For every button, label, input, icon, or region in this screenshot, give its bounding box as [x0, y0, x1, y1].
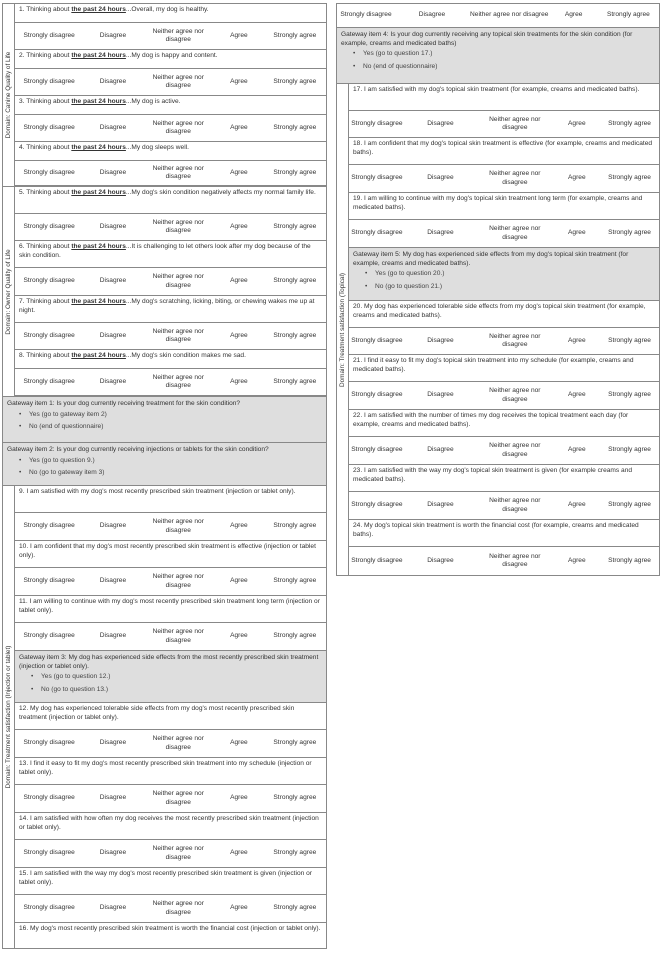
option-disagree[interactable]: Disagree [99, 331, 127, 339]
response-scale-q22[interactable] [349, 437, 659, 465]
option-agree[interactable]: Agree [568, 391, 586, 399]
option-strongly-agree[interactable]: Strongly agree [273, 277, 317, 285]
option-disagree[interactable]: Disagree [427, 174, 454, 182]
option-neither[interactable]: Neither agree nor disagree [152, 845, 204, 861]
option-disagree[interactable]: Disagree [99, 123, 127, 131]
option-strongly-agree[interactable]: Strongly agree [608, 446, 651, 454]
option-neither[interactable]: Neither agree nor disagree [152, 373, 204, 389]
option-agree[interactable]: Agree [568, 446, 586, 454]
question-8: 8. Thinking about the past 24 hours...My dog's skin condition makes me sad. [15, 350, 326, 369]
option-strongly-agree[interactable]: Strongly agree [606, 11, 650, 19]
response-scale-q24[interactable] [349, 547, 659, 575]
option-agree[interactable]: Agree [230, 331, 248, 339]
gateway-item-5: Gateway item 5: My dog has experienced side effects from my dog's topical skin treatment (for example, creams and medicated baths). • Yes (go to question 20.) • No (go to question 21.) [349, 248, 659, 301]
option-disagree[interactable]: Disagree [99, 277, 127, 285]
option-disagree[interactable]: Disagree [427, 336, 454, 344]
question-1: 1. Thinking about the past 24 hours...Overall, my dog is healthy. [15, 4, 326, 23]
option-agree[interactable]: Agree [230, 522, 248, 530]
option-neither[interactable]: Neither agree nor disagree [489, 442, 541, 458]
option-neither[interactable]: Neither agree nor disagree [152, 327, 204, 343]
option-strongly-agree[interactable]: Strongly agree [273, 123, 317, 131]
option-strongly-agree[interactable]: Strongly agree [273, 577, 317, 585]
gateway-option-no[interactable]: • No (end of questionnaire) [353, 63, 655, 72]
option-agree[interactable]: Agree [568, 501, 586, 509]
gateway-item-1: Gateway item 1: Is your dog currently receiving treatment for the skin condition? • Yes (go to gateway item 2) • No (end of questionnaire) [3, 397, 326, 443]
option-strongly-agree[interactable]: Strongly agree [273, 331, 317, 339]
gateway-option-no[interactable]: • No (go to question 13.) [31, 686, 322, 695]
gateway-item-2: Gateway item 2: Is your dog currently receiving injections or tablets for the skin condition? • Yes (go to question 9.) • No (go to gateway item 3) [3, 443, 326, 486]
question-7: 7. Thinking about the past 24 hours...My dog's scratching, licking, biting, or chewing wakes me up at night. [15, 296, 326, 323]
option-neither[interactable]: Neither agree nor disagree [152, 628, 204, 644]
question-23: 23. I am satisfied with the way my dog's topical skin treatment is given (for example creams and medicated baths). [349, 465, 659, 492]
option-strongly-agree[interactable]: Strongly agree [608, 336, 651, 344]
option-strongly-agree[interactable]: Strongly agree [273, 77, 317, 85]
question-19: 19. I am willing to continue with my dog's topical skin treatment long term (for example, creams and medicated baths). [349, 193, 659, 220]
question-10: 10. I am confident that my dog's most recently prescribed skin treatment is effective (injection or tablet only). [15, 541, 326, 568]
option-strongly-agree[interactable]: Strongly agree [273, 168, 317, 176]
option-strongly-agree[interactable]: Strongly agree [608, 229, 651, 237]
option-strongly-agree[interactable]: Strongly agree [273, 522, 317, 530]
response-scale-q21[interactable] [349, 382, 659, 410]
option-disagree[interactable]: Disagree [427, 446, 454, 454]
gateway-option-yes[interactable]: • Yes (go to question 17.) [353, 50, 655, 59]
option-strongly-disagree[interactable]: Strongly disagree [351, 501, 403, 509]
domain-treatment-injection [2, 486, 327, 949]
option-agree[interactable]: Agree [230, 277, 248, 285]
option-agree[interactable]: Agree [230, 77, 248, 85]
gateway-option-no[interactable]: • No (go to question 21.) [365, 283, 655, 292]
response-scale-q11[interactable] [15, 623, 326, 651]
response-scale-q23[interactable] [349, 492, 659, 520]
gateway-option-no[interactable]: • No (end of questionnaire) [19, 423, 322, 432]
question-16: 16. My dog's most recently prescribed skin treatment is worth the financial cost (injection or tablet only). [19, 925, 321, 932]
option-agree[interactable]: Agree [230, 377, 248, 385]
option-neither[interactable]: Neither agree nor disagree [152, 735, 204, 751]
question-24: 24. My dog's topical skin treatment is worth the financial cost (for example, creams and medicated baths). [349, 520, 659, 547]
option-strongly-agree[interactable]: Strongly agree [273, 794, 317, 802]
option-disagree[interactable]: Disagree [99, 377, 127, 385]
domain-label: Domain: Treatment satisfaction (Topical) [338, 272, 346, 387]
response-scale-q3[interactable] [15, 115, 326, 142]
option-disagree[interactable]: Disagree [99, 739, 127, 747]
question-15: 15. I am satisfied with the way my dog's most recently prescribed skin treatment is given (injection or tablet only). [15, 868, 326, 895]
option-strongly-disagree[interactable]: Strongly disagree [23, 377, 75, 385]
question-22: 22. I am satisfied with the number of times my dog receives the topical treatment each day (for example, creams and medicated baths). [349, 410, 659, 437]
option-neither[interactable]: Neither agree nor disagree [152, 73, 204, 89]
response-scale-q6[interactable] [15, 268, 326, 296]
option-agree[interactable]: Agree [230, 31, 248, 39]
option-agree[interactable]: Agree [568, 174, 586, 182]
response-scale-q19[interactable] [349, 220, 659, 248]
response-scale-q10[interactable] [15, 568, 326, 596]
option-strongly-disagree[interactable]: Strongly disagree [23, 904, 75, 912]
option-neither[interactable]: Neither agree nor disagree [152, 164, 204, 180]
option-strongly-disagree[interactable]: Strongly disagree [351, 446, 403, 454]
option-strongly-disagree[interactable]: Strongly disagree [23, 577, 75, 585]
option-agree[interactable]: Agree [230, 168, 248, 176]
option-disagree[interactable]: Disagree [427, 229, 454, 237]
option-agree[interactable]: Agree [230, 632, 248, 640]
gateway-option-yes[interactable]: • Yes (go to question 9.) [19, 457, 322, 466]
option-strongly-disagree[interactable]: Strongly disagree [351, 229, 403, 237]
option-neither[interactable]: Neither agree nor disagree [152, 273, 204, 289]
option-disagree[interactable]: Disagree [427, 391, 454, 399]
question-9: 9. I am satisfied with my dog's most recently prescribed skin treatment (injection or tablet only). [15, 486, 326, 513]
question-12: 12. My dog has experienced tolerable side effects from my dog's most recently prescribed skin treatment (injection or tablet only). [15, 703, 326, 730]
question-13: 13. I find it easy to fit my dog's most recently prescribed skin treatment into my schedule (injection or tablet only). [15, 758, 326, 785]
response-scale-q14[interactable] [15, 840, 326, 868]
option-disagree[interactable]: Disagree [99, 31, 127, 39]
response-scale-q16[interactable] [336, 3, 660, 28]
option-strongly-disagree[interactable]: Strongly disagree [23, 168, 75, 176]
option-strongly-agree[interactable]: Strongly agree [273, 739, 317, 747]
question-14: 14. I am satisfied with how often my dog receives the most recently prescribed skin treatment (injection or tablet only). [15, 813, 326, 840]
left-column [2, 3, 327, 949]
response-scale-q17[interactable] [349, 111, 659, 138]
option-strongly-disagree[interactable]: Strongly disagree [23, 277, 75, 285]
option-disagree[interactable]: Disagree [99, 794, 127, 802]
option-neither[interactable]: Neither agree nor disagree [152, 518, 204, 534]
option-strongly-disagree[interactable]: Strongly disagree [23, 794, 75, 802]
response-scale-q4[interactable] [15, 161, 326, 186]
option-neither[interactable]: Neither agree nor disagree [489, 387, 541, 403]
gateway-item-3: Gateway item 3: My dog has experienced side effects from the most recently prescribed skin treatment (injection or tablet only). • Yes (go to question 12.) • No (go to question 13.) [15, 651, 326, 703]
option-agree[interactable]: Agree [230, 904, 248, 912]
question-3: 3. Thinking about the past 24 hours...My dog is active. [15, 96, 326, 115]
option-neither[interactable]: Neither agree nor disagree [489, 225, 541, 241]
option-neither[interactable]: Neither agree nor disagree [489, 552, 541, 568]
option-strongly-disagree[interactable]: Strongly disagree [23, 222, 75, 230]
option-strongly-disagree[interactable]: Strongly disagree [23, 849, 75, 857]
question-18: 18. I am confident that my dog's topical skin treatment is effective (for example, creams and medicated baths). [349, 138, 659, 165]
option-strongly-disagree[interactable]: Strongly disagree [23, 522, 75, 530]
option-agree[interactable]: Agree [230, 222, 248, 230]
response-scale-q20[interactable] [349, 328, 659, 355]
option-strongly-disagree[interactable]: Strongly disagree [351, 119, 403, 127]
option-agree[interactable]: Agree [230, 577, 248, 585]
option-agree[interactable]: Agree [568, 229, 586, 237]
option-strongly-disagree[interactable]: Strongly disagree [351, 391, 403, 399]
gateway-option-yes[interactable]: • Yes (go to gateway item 2) [19, 411, 322, 420]
option-strongly-disagree[interactable]: Strongly disagree [23, 331, 75, 339]
option-disagree[interactable]: Disagree [418, 11, 446, 19]
option-strongly-disagree[interactable]: Strongly disagree [23, 123, 75, 131]
domain-label: Domain: Treatment satisfaction (Injection or tablet) [4, 645, 12, 789]
response-scale-q1[interactable] [15, 23, 326, 50]
option-neither[interactable]: Neither agree nor disagree [152, 573, 204, 589]
option-strongly-agree[interactable]: Strongly agree [273, 849, 317, 857]
option-neither[interactable]: Neither agree nor disagree [470, 11, 549, 19]
option-disagree[interactable]: Disagree [427, 556, 454, 564]
option-agree[interactable]: Agree [230, 849, 248, 857]
option-strongly-agree[interactable]: Strongly agree [273, 377, 317, 385]
option-strongly-agree[interactable]: Strongly agree [608, 174, 651, 182]
response-scale-q18[interactable] [349, 165, 659, 193]
option-disagree[interactable]: Disagree [427, 501, 454, 509]
response-scale-q7[interactable] [15, 323, 326, 350]
option-strongly-agree[interactable]: Strongly agree [608, 391, 651, 399]
response-scale-q5[interactable] [15, 214, 326, 241]
domain-owner-quality-of-life [2, 186, 327, 396]
option-neither[interactable]: Neither agree nor disagree [152, 900, 204, 916]
question-11: 11. I am willing to continue with my dog's most recently prescribed skin treatment long term (injection or tablet only). [15, 596, 326, 623]
domain-label: Domain: Canine Quality of Life [4, 51, 12, 139]
option-strongly-disagree[interactable]: Strongly disagree [340, 11, 392, 19]
option-strongly-agree[interactable]: Strongly agree [608, 556, 651, 564]
option-agree[interactable]: Agree [564, 11, 583, 19]
gateway-item-4: Gateway item 4: Is your dog currently receiving any topical skin treatments for the skin condition (for example, creams and medicated baths) • Yes (go to question 17.) • No (end of questionnaire) [337, 28, 659, 84]
option-agree[interactable]: Agree [568, 119, 586, 127]
question-21: 21. I find it easy to fit my dog's topical skin treatment into my schedule (for example, creams and medicated baths). [349, 355, 659, 382]
question-6: 6. Thinking about the past 24 hours...It is challenging to let others look after my dog because of the skin condition. [15, 241, 326, 268]
option-disagree[interactable]: Disagree [99, 77, 127, 85]
option-disagree[interactable]: Disagree [99, 632, 127, 640]
option-agree[interactable]: Agree [568, 336, 586, 344]
option-neither[interactable]: Neither agree nor disagree [489, 497, 541, 513]
response-scale-q8[interactable] [15, 369, 326, 396]
option-strongly-agree[interactable]: Strongly agree [608, 501, 651, 509]
question-17: 17. I am satisfied with my dog's topical skin treatment (for example, creams and medicated baths). [349, 84, 659, 111]
option-neither[interactable]: Neither agree nor disagree [152, 218, 204, 234]
option-strongly-disagree[interactable]: Strongly disagree [351, 174, 403, 182]
option-neither[interactable]: Neither agree nor disagree [152, 27, 204, 43]
domain-treatment-topical [336, 84, 660, 576]
option-agree[interactable]: Agree [230, 123, 248, 131]
domain-canine-quality-of-life [2, 3, 327, 186]
option-neither[interactable]: Neither agree nor disagree [489, 115, 541, 131]
option-strongly-disagree[interactable]: Strongly disagree [23, 739, 75, 747]
option-strongly-agree[interactable]: Strongly agree [273, 31, 317, 39]
domain-label: Domain: Owner Quality of Life [4, 248, 12, 335]
option-strongly-disagree[interactable]: Strongly disagree [23, 632, 75, 640]
option-agree[interactable]: Agree [230, 739, 248, 747]
option-neither[interactable]: Neither agree nor disagree [152, 119, 204, 135]
option-disagree[interactable]: Disagree [99, 904, 127, 912]
right-column [336, 3, 660, 576]
option-neither[interactable]: Neither agree nor disagree [489, 170, 541, 186]
question-2: 2. Thinking about the past 24 hours...My dog is happy and content. [15, 50, 326, 69]
option-strongly-disagree[interactable]: Strongly disagree [351, 336, 403, 344]
option-strongly-agree[interactable]: Strongly agree [273, 222, 317, 230]
response-scale-q12[interactable] [15, 730, 326, 758]
option-disagree[interactable]: Disagree [99, 577, 127, 585]
gateway-option-no[interactable]: • No (go to gateway item 3) [19, 469, 322, 478]
option-strongly-agree[interactable]: Strongly agree [273, 904, 317, 912]
option-disagree[interactable]: Disagree [99, 522, 127, 530]
option-neither[interactable]: Neither agree nor disagree [489, 332, 541, 348]
gateway-option-yes[interactable]: • Yes (go to question 20.) [365, 270, 655, 279]
option-disagree[interactable]: Disagree [427, 119, 454, 127]
response-scale-q9[interactable] [15, 513, 326, 541]
option-strongly-agree[interactable]: Strongly agree [273, 632, 317, 640]
option-disagree[interactable]: Disagree [99, 222, 127, 230]
response-scale-q2[interactable] [15, 69, 326, 96]
option-neither[interactable]: Neither agree nor disagree [152, 790, 204, 806]
gateway-option-yes[interactable]: • Yes (go to question 12.) [31, 673, 322, 682]
option-strongly-agree[interactable]: Strongly agree [608, 119, 651, 127]
question-5: 5. Thinking about the past 24 hours...My dog's skin condition negatively affects my normal family life. [15, 187, 326, 214]
option-agree[interactable]: Agree [568, 556, 586, 564]
option-disagree[interactable]: Disagree [99, 849, 127, 857]
question-20: 20. My dog has experienced tolerable side effects from my dog's topical skin treatment (for example, creams and medicated baths). [349, 301, 659, 328]
question-4: 4. Thinking about the past 24 hours...My dog sleeps well. [15, 142, 326, 161]
response-scale-q13[interactable] [15, 785, 326, 813]
response-scale-q15[interactable] [15, 895, 326, 923]
option-strongly-disagree[interactable]: Strongly disagree [351, 556, 403, 564]
option-disagree[interactable]: Disagree [99, 168, 127, 176]
option-strongly-disagree[interactable]: Strongly disagree [23, 31, 75, 39]
option-strongly-disagree[interactable]: Strongly disagree [23, 77, 75, 85]
option-agree[interactable]: Agree [230, 794, 248, 802]
